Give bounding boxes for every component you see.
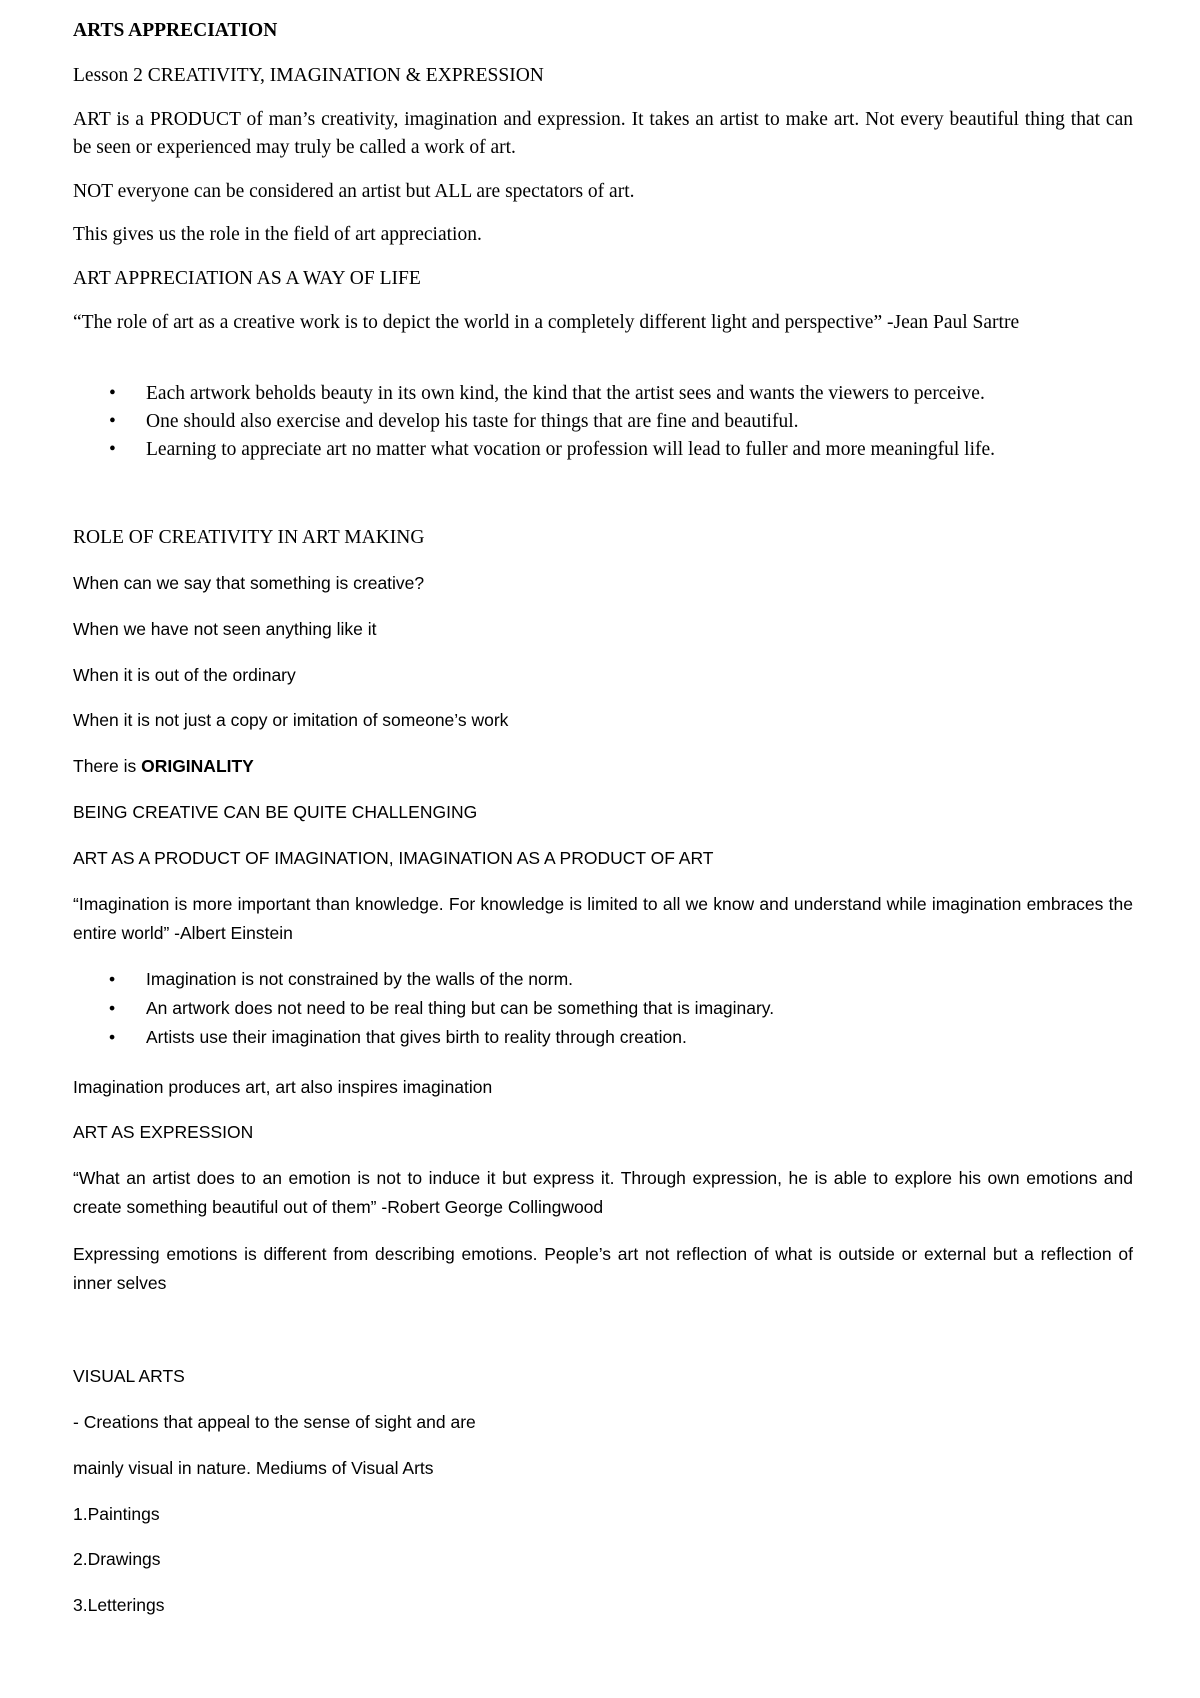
visual-arts-heading: VISUAL ARTS [73, 1366, 185, 1386]
bullet-icon: • [109, 439, 116, 460]
list-item-text: Imagination is not constrained by the walls of the norm. [146, 969, 574, 989]
list-item [73, 994, 1133, 1023]
einstein-quote: “Imagination is more important than knowledge. For knowledge is limited to all we know and understand while imagination embraces the entire world” -Albert Einstein [73, 894, 1133, 943]
list-item [73, 380, 1133, 408]
imagination-list [73, 965, 1133, 1052]
expression-heading: ART AS EXPRESSION [73, 1122, 254, 1142]
visual-arts-line: mainly visual in nature. Mediums of Visual Arts [73, 1458, 434, 1478]
list-item [73, 965, 1133, 994]
bullet-icon: • [109, 411, 116, 432]
creative-question: When can we say that something is creative? [73, 573, 425, 593]
bullet-icon: • [109, 969, 116, 989]
collingwood-quote: “What an artist does to an emotion is not to induce it but express it. Through expression, he is able to explore his own emotions and create something beautiful out of them” -Robert George Collingwood [73, 1168, 1133, 1217]
way-of-life-list [73, 380, 1133, 464]
list-item [73, 1023, 1133, 1052]
list-item-text: Each artwork beholds beauty in its own kind, the kind that the artist sees and wants the viewers to perceive. [146, 383, 985, 404]
creative-answer: When we have not seen anything like it [73, 619, 377, 639]
bullet-icon: • [109, 383, 116, 404]
medium-item: 2.Drawings [73, 1549, 161, 1569]
intro-paragraph: ART is a PRODUCT of man’s creativity, imagination and expression. It takes an artist to make art. Not every beautiful thing that can be seen or experienced may truly be called a work of art. [73, 109, 1133, 158]
list-item [73, 408, 1133, 436]
document-title: ARTS APPRECIATION [73, 20, 278, 41]
originality-prefix: There is [73, 756, 142, 776]
sartre-quote: “The role of art as a creative work is to depict the world in a completely different light and perspective” -Jean Paul Sartre [73, 312, 1020, 333]
imagination-heading: ART AS A PRODUCT OF IMAGINATION, IMAGINATION AS A PRODUCT OF ART [73, 848, 714, 868]
not-everyone-line: NOT everyone can be considered an artist but ALL are spectators of art. [73, 181, 635, 202]
creativity-heading: ROLE OF CREATIVITY IN ART MAKING [73, 527, 425, 548]
creative-answer: When it is not just a copy or imitation of someone’s work [73, 710, 509, 730]
list-item-text: One should also exercise and develop his taste for things that are fine and beautiful. [146, 411, 799, 432]
expressing-paragraph: Expressing emotions is different from describing emotions. People’s art not reflection of what is outside or external but a reflection of inner selves [73, 1244, 1133, 1293]
bullet-icon: • [109, 1027, 116, 1047]
role-line: This gives us the role in the field of art appreciation. [73, 224, 482, 245]
medium-item: 1.Paintings [73, 1504, 160, 1524]
originality-line [73, 752, 1133, 781]
medium-item: 3.Letterings [73, 1595, 165, 1615]
originality-word: ORIGINALITY [141, 756, 254, 776]
creative-answer: When it is out of the ordinary [73, 665, 296, 685]
visual-arts-line: - Creations that appeal to the sense of sight and are [73, 1412, 476, 1432]
list-item [73, 436, 1133, 464]
way-of-life-heading: ART APPRECIATION AS A WAY OF LIFE [73, 268, 421, 289]
list-item-text: Learning to appreciate art no matter what vocation or profession will lead to fuller and more meaningful life. [146, 439, 996, 460]
challenging-line: BEING CREATIVE CAN BE QUITE CHALLENGING [73, 802, 478, 822]
list-item-text: Artists use their imagination that gives birth to reality through creation. [146, 1027, 687, 1047]
bullet-icon: • [109, 998, 116, 1018]
lesson-heading: Lesson 2 CREATIVITY, IMAGINATION & EXPRESSION [73, 65, 544, 86]
imagination-produces-line: Imagination produces art, art also inspires imagination [73, 1077, 493, 1097]
list-item-text: An artwork does not need to be real thing but can be something that is imaginary. [146, 998, 775, 1018]
